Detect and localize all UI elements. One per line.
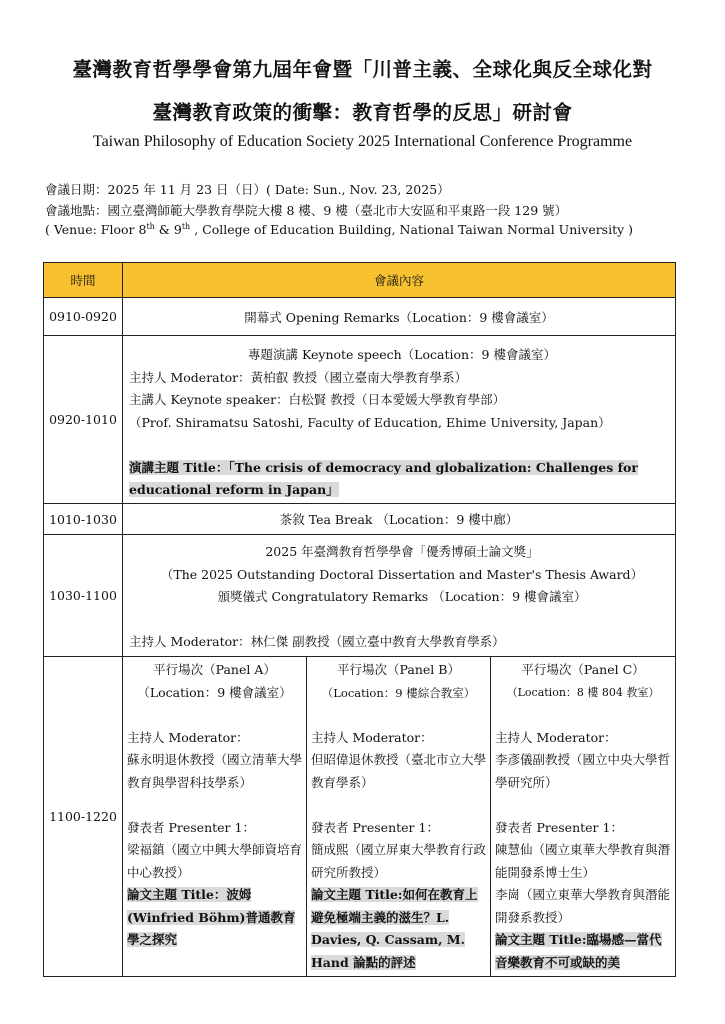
table-row xyxy=(44,336,676,504)
meeting-venue-en xyxy=(45,222,633,237)
panel-location: （Location：9 樓會議室） xyxy=(137,684,292,700)
panel-name: 平行場次（Panel B） xyxy=(337,662,460,677)
table-header-row xyxy=(44,263,676,298)
row-content: 開幕式 Opening Remarks（Location：9 樓會議室） xyxy=(123,298,676,336)
moderator-name: 蘇永明退休教授（國立清華大學教育與學習科技學系） xyxy=(127,752,303,790)
paper-topic: 論文主題 Title：波姆(Winfried Böhm)普通教育學之探究 xyxy=(127,887,296,947)
presenter-label: 發表者 Presenter 1： xyxy=(495,819,623,835)
row-time: 1010-1030 xyxy=(44,504,123,535)
presenter-label: 發表者 Presenter 1： xyxy=(127,819,255,835)
header-content: 會議內容 xyxy=(123,263,676,298)
row-time: 0920-1010 xyxy=(44,336,123,504)
venue-sup: th xyxy=(181,222,191,231)
panel-a xyxy=(123,657,307,977)
keynote-heading: 專題演講 Keynote speech（Location：9 樓會議室） xyxy=(248,347,556,362)
presenter-label: 發表者 Presenter 1： xyxy=(311,819,439,835)
award-line-2: （The 2025 Outstanding Doctoral Dissertation and Master's Thesis Award） xyxy=(160,566,644,582)
presenter-name: 陳慧仙（國立東華大學教育與潛能開發系博士生） xyxy=(495,842,671,880)
table-row xyxy=(44,535,676,657)
row-time: 1100-1220 xyxy=(44,657,123,977)
meeting-venue-zh: 會議地點：國立臺灣師範大學教育學院大樓 8 樓、9 樓（臺北市大安區和平東路一段 129 號） xyxy=(45,203,568,218)
programme-table xyxy=(43,262,676,977)
keynote-moderator: 主持人 Moderator：黃柏叡 教授（國立臺南大學教育學系） xyxy=(129,369,468,385)
venue-en-part: ( Venue: Floor 8 xyxy=(45,222,147,238)
moderator-label: 主持人 Moderator： xyxy=(127,729,249,745)
row-content xyxy=(123,535,676,657)
panel-c xyxy=(491,657,676,977)
meeting-date: 會議日期：2025 年 11 月 23 日（日）( Date: Sun., Nov. 23, 2025） xyxy=(45,182,450,197)
keynote-topic: educational reform in Japan」 xyxy=(129,482,339,497)
moderator-name: 李彥儀副教授（國立中央大學哲學研究所） xyxy=(495,752,671,790)
panel-b xyxy=(307,657,491,977)
panel-name: 平行場次（Panel A） xyxy=(153,662,276,677)
row-time: 1030-1100 xyxy=(44,535,123,657)
keynote-topic: 演講主題 Title：「The crisis of democracy and globalization: Challenges for xyxy=(129,459,638,475)
title-line-2: 臺灣教育政策的衝擊：教育哲學的反思」研討會 xyxy=(152,101,573,124)
panel-location: （Location：8 樓 804 教室） xyxy=(506,685,660,699)
venue-en-part: , College of Education Building, National Taiwan Normal University ) xyxy=(190,222,634,238)
table-row xyxy=(44,657,676,977)
venue-en-part: & 9 xyxy=(154,222,182,238)
moderator-name: 但昭偉退休教授（臺北市立大學教育學系） xyxy=(311,752,487,790)
presenter-name: 梁福鎮（國立中興大學師資培育中心教授） xyxy=(127,842,303,880)
row-time: 0910-0920 xyxy=(44,298,123,336)
award-moderator: 主持人 Moderator：林仁傑 副教授（國立臺中教育大學教育學系） xyxy=(129,634,505,649)
row-content xyxy=(123,336,676,504)
table-row xyxy=(44,298,676,336)
panel-location: （Location：9 樓綜合教室） xyxy=(321,685,476,700)
keynote-speaker-en: （Prof. Shiramatsu Satoshi, Faculty of Education, Ehime University, Japan） xyxy=(129,414,611,430)
row-content: 茶敘 Tea Break （Location：9 樓中廊） xyxy=(123,504,676,535)
keynote-speaker: 主講人 Keynote speaker：白松賢 教授（日本愛媛大學教育學部） xyxy=(129,392,506,407)
paper-topic: 論文主題 Title:臨場感—當代音樂教育不可或缺的美 xyxy=(495,932,662,970)
moderator-label: 主持人 Moderator： xyxy=(495,729,617,745)
presenter-name: 簡成熙（國立屏東大學教育行政研究所教授） xyxy=(311,842,487,880)
award-line-1: 2025 年臺灣教育哲學學會「優秀博碩士論文獎」 xyxy=(265,544,539,559)
title-line-1: 臺灣教育哲學學會第九屆年會暨「川普主義、全球化與反全球化對 xyxy=(72,58,653,81)
subtitle-english: Taiwan Philosophy of Education Society 2025 International Conference Programme xyxy=(92,133,633,150)
paper-topic: 論文主題 Title:如何在教育上避免極端主義的滋生？L. Davies, Q. Cassam, M. Hand 論點的評述 xyxy=(311,887,478,970)
panel-name: 平行場次（Panel C） xyxy=(521,662,645,677)
award-line-3: 頒獎儀式 Congratulatory Remarks （Location：9 樓會議室） xyxy=(217,589,587,604)
table-row xyxy=(44,504,676,535)
venue-sup: th xyxy=(146,222,155,231)
presenter-2-name: 李崗（國立東華大學教育與潛能開發系教授） xyxy=(495,887,671,925)
moderator-label: 主持人 Moderator： xyxy=(311,729,433,745)
header-time: 時間 xyxy=(44,263,123,298)
